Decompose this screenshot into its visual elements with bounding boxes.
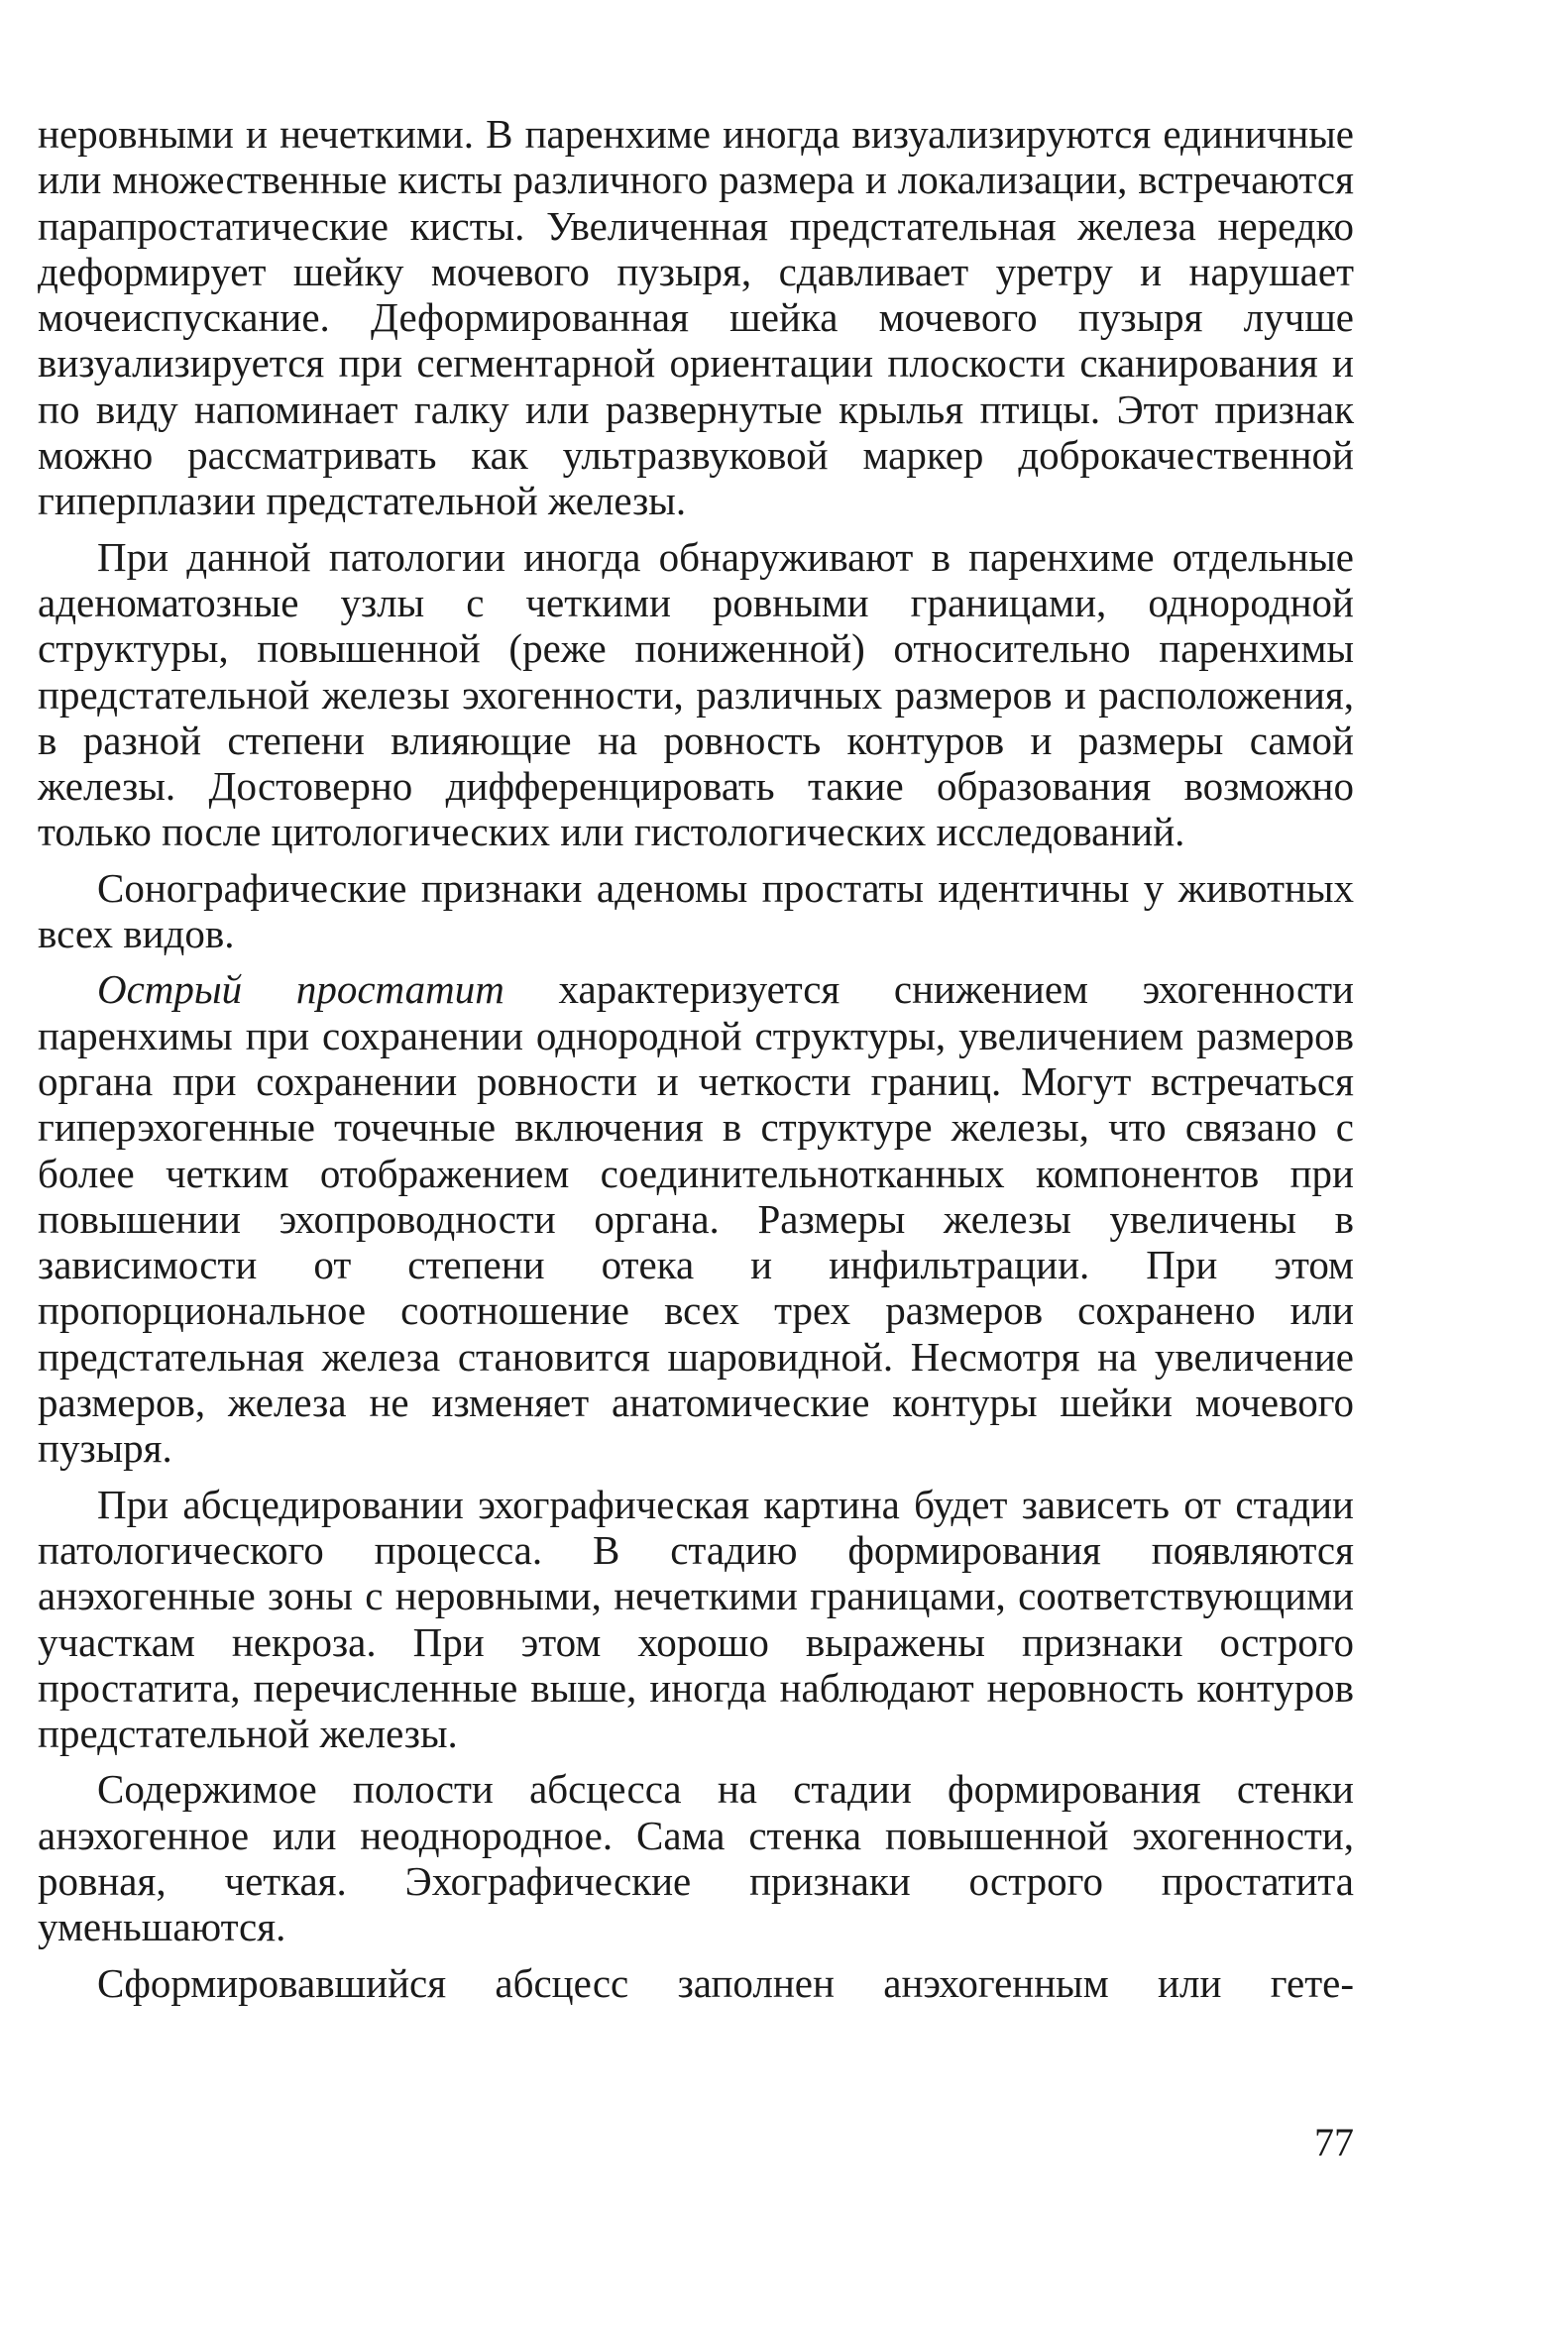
- paragraph: Сформировавшийся абсцесс заполнен анэхогенным или гете-: [97, 1959, 1354, 2006]
- paragraph-acute-prostatitis: [38, 966, 1354, 1471]
- paragraph: При данной патологии иногда обнаруживают в паренхиме отдельные аденоматозные узлы с четкими ровными границами, однородной структуры, повышенной (реже пониженной) относительно паренхимы предстательной железы эхогенности, различных размеров и расположения, в разной степени влияющие на ровность контуров и размеры самой железы. Достоверно дифференцировать такие образования возможно только после цитологических или гистологических исследований.: [38, 533, 1354, 855]
- paragraph-text: характеризуется снижением эхогенности паренхимы при сохранении однородной структуры, увеличением размеров органа при сохранении ровности и четкости границ. Могут встречаться гиперэхогенные точечные включения в структуре железы, что связано с более четким отображением соединительнотканных компонентов при повышении эхопроводности органа. Размеры железы увеличены в зависимости от степени отека и инфильтрации. При этом пропорциональное соотношение всех трех размеров сохранено или предстательная железа становится шаровидной. Несмотря на увеличение размеров, железа не изменяет анатомические контуры шейки мочевого пузыря.: [38, 966, 1354, 1472]
- paragraph: Сонографические признаки аденомы простаты идентичны у животных всех видов.: [38, 864, 1354, 957]
- page-number: 77: [1314, 2120, 1354, 2164]
- body-text: [38, 111, 1354, 2016]
- paragraph: неровными и нечеткими. В паренхиме иногда визуализируются единичные или множественные кисты различного размера и локализации, встречаются парапростатические кисты. Увеличенная предстательная железа нередко деформирует шейку мочевого пузыря, сдавливает уретру и нарушает мочеиспускание. Деформированная шейка мочевого пузыря лучше визуализируется при сегментарной ориентации плоскости сканирования и по виду напоминает галку или развернутые крылья птицы. Этот признак можно рассматривать как ультразвуковой маркер доброкачественной гиперплазии предстательной железы.: [38, 111, 1354, 524]
- italic-term: Острый простатит: [97, 966, 504, 1013]
- paragraph: При абсцедировании эхографическая картина будет зависеть от стадии патологического процесса. В стадию формирования появляются анэхогенные зоны с неровными, нечеткими границами, соответствующими участкам некроза. При этом хорошо выражены признаки острого простатита, перечисленные выше, иногда наблюдают неровность контуров предстательной железы.: [38, 1481, 1354, 1757]
- paragraph: Содержимое полости абсцесса на стадии формирования стенки анэхогенное или неоднородное. Сама стенка повышенной эхогенности, ровная, четкая. Эхографические признаки острого простатита уменьшаются.: [38, 1766, 1354, 1950]
